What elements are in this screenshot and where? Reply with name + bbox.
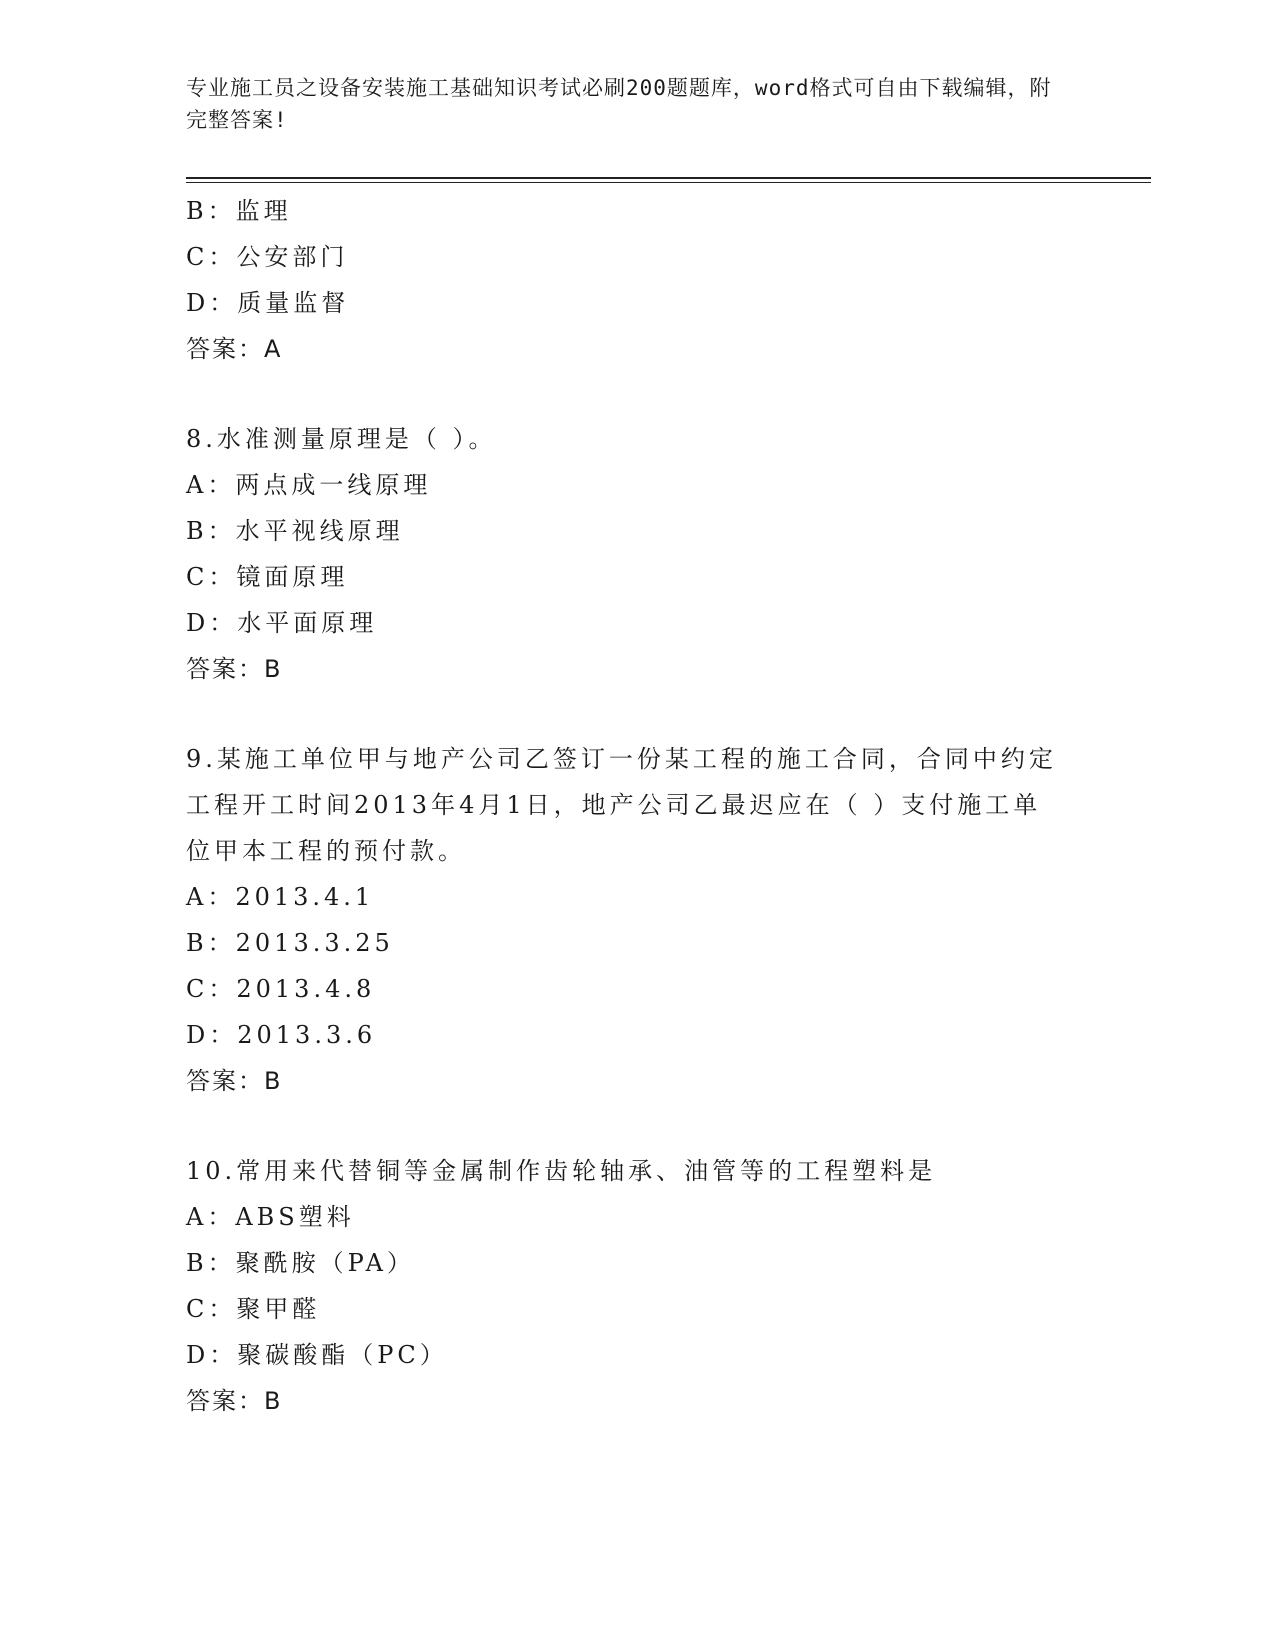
option-c: C：镜面原理 [186,563,349,591]
question-list [186,188,1066,1424]
option-a: A：2013.4.1 [186,883,375,911]
document-header: 专业施工员之设备安装施工基础知识考试必刷200题题库，word格式可自由下载编辑，附完整答案! [186,76,1052,132]
option-c: C：2013.4.8 [186,975,376,1003]
question-text: 9.某施工单位甲与地产公司乙签订一份某工程的施工合同，合同中约定工程开工时间2013年4月1日，地产公司乙最迟应在（ ）支付施工单位甲本工程的预付款。 [186,745,1057,865]
option-b: B：水平视线原理 [186,517,404,545]
answer-line: 答案：A [186,335,283,363]
option-b: B：聚酰胺（PA） [186,1249,415,1277]
answer-line: 答案：B [186,1067,283,1095]
option-c: C：公安部门 [186,243,349,271]
question-text: 10.常用来代替铜等金属制作齿轮轴承、油管等的工程塑料是 [186,1157,937,1185]
answer-line: 答案：B [186,655,283,683]
option-d: D：水平面原理 [186,609,378,637]
option-c: C：聚甲醛 [186,1295,321,1323]
question-block [186,188,1066,372]
question-block [186,736,1066,1104]
question-block [186,1148,1066,1424]
answer-line: 答案：B [186,1387,283,1415]
header-divider-thin [186,182,1151,183]
option-a: A：ABS塑料 [186,1203,355,1231]
option-a: A：两点成一线原理 [186,471,432,499]
header-divider [186,177,1151,179]
option-d: D：聚碳酸酯（PC） [186,1341,448,1369]
question-block [186,416,1066,692]
option-d: D：质量监督 [186,289,350,317]
option-b: B：监理 [186,197,292,225]
option-b: B：2013.3.25 [186,929,394,957]
question-text: 8.水准测量原理是（ ）。 [186,425,497,453]
option-d: D：2013.3.6 [186,1021,377,1049]
